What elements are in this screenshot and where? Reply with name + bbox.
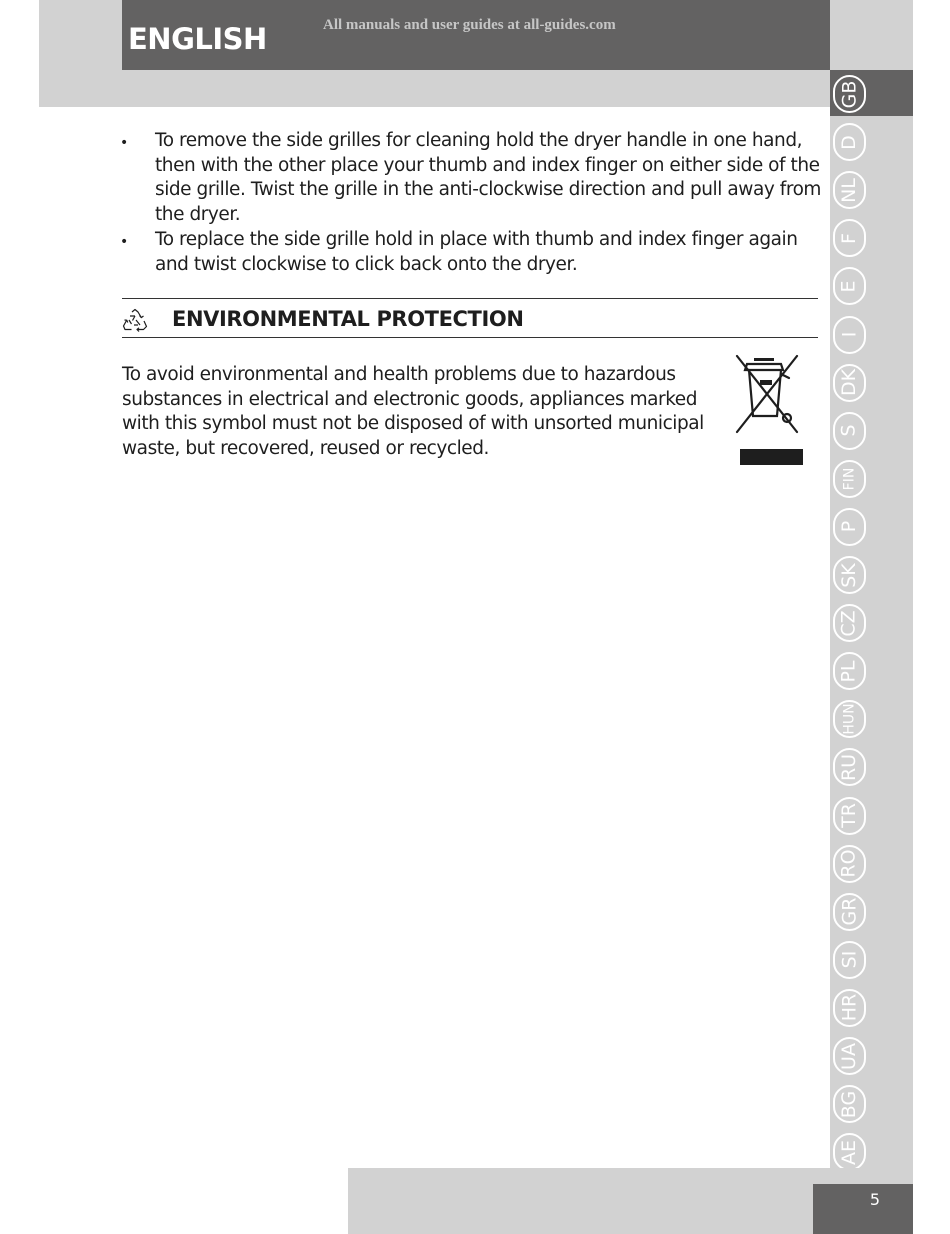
tab-fin[interactable]: [833, 460, 866, 498]
tab-hr[interactable]: [833, 989, 866, 1027]
environmental-text: To avoid environmental and health problems due to hazardous substances in electrical and electronic goods, appliances marked with this symbol must not be disposed of with unsorted municipal waste, but recovered, reused or recycled.: [122, 364, 704, 460]
tab-tr[interactable]: [833, 797, 866, 835]
tab-s[interactable]: [833, 412, 866, 450]
tab-label: GR: [838, 897, 860, 926]
crossed-out-wheelie-bin-icon: [733, 352, 803, 466]
tab-label: HUN: [841, 703, 858, 735]
tab-ua[interactable]: [833, 1037, 866, 1075]
tab-label: TR: [838, 803, 860, 828]
tab-gb[interactable]: [833, 75, 866, 113]
tab-label: E: [837, 280, 860, 293]
tab-label: GB: [837, 80, 860, 108]
tab-label: UA: [838, 1042, 860, 1070]
tab-label: CZ: [837, 609, 860, 637]
tab-label: FIN: [841, 467, 858, 491]
tab-gr[interactable]: [833, 893, 866, 931]
tab-label: RU: [837, 753, 860, 781]
page-number: 5: [869, 1190, 881, 1209]
tab-sk[interactable]: [833, 556, 866, 594]
tab-label: HR: [838, 994, 860, 1022]
tab-label: S: [838, 424, 860, 437]
tab-i[interactable]: [833, 316, 866, 354]
tab-label: D: [837, 134, 860, 150]
tab-bg[interactable]: [833, 1085, 866, 1123]
tab-label: AE: [837, 1139, 860, 1165]
tab-hun[interactable]: [833, 700, 866, 738]
tab-label: DK: [838, 369, 860, 397]
tab-label: SI: [837, 950, 860, 969]
tab-label: BG: [838, 1090, 860, 1118]
bullet-marker: •: [120, 135, 128, 151]
bullet-item-remove-grille: To remove the side grilles for cleaning hold the dryer handle in one hand, then with the other place your thumb and index finger on either side of the side grille. Twist the grille in the anti-clockwise direction and pull away from the dryer.: [155, 130, 822, 226]
tab-label: NL: [838, 177, 860, 203]
page-title: ENGLISH: [128, 22, 267, 56]
tab-e[interactable]: [833, 267, 866, 305]
bullet-marker: •: [120, 234, 128, 250]
tab-p[interactable]: [833, 508, 866, 546]
tab-dk[interactable]: [833, 364, 866, 402]
tab-label: RO: [837, 849, 860, 878]
tab-f[interactable]: [833, 219, 866, 257]
recycle-icon: [122, 308, 148, 334]
tab-ru[interactable]: [833, 748, 866, 786]
bullet-item-replace-grille: To replace the side grille hold in place with thumb and index finger again and twist clockwise to click back onto the dryer.: [155, 229, 798, 275]
tab-d[interactable]: [833, 123, 866, 161]
tab-cz[interactable]: [833, 604, 866, 642]
watermark-text: All manuals and user guides at all-guides.com: [323, 17, 616, 33]
tab-pl[interactable]: [833, 652, 866, 690]
tab-label: PL: [837, 660, 860, 683]
tab-label: I: [837, 331, 860, 338]
section-rule-top: [122, 298, 818, 299]
tab-label: F: [838, 232, 860, 244]
tab-label: SK: [838, 562, 860, 588]
tab-label: P: [838, 521, 860, 533]
section-rule-bottom: [122, 337, 818, 338]
tab-ro[interactable]: [833, 845, 866, 883]
tab-ae[interactable]: [833, 1133, 866, 1171]
tab-si[interactable]: [833, 941, 866, 979]
tab-nl[interactable]: [833, 171, 866, 209]
section-title: ENVIRONMENTAL PROTECTION: [172, 307, 524, 331]
